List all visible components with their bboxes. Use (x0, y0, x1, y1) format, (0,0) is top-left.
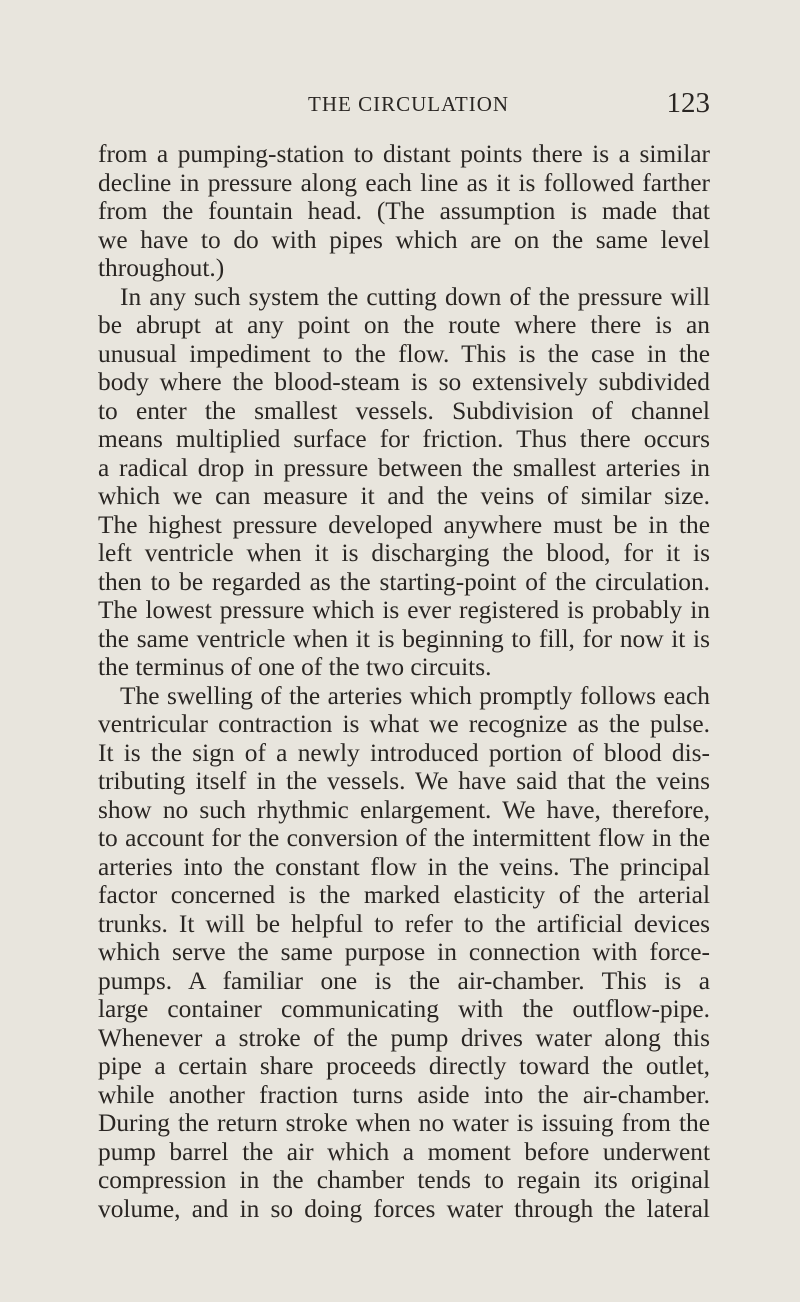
text-line: from the fountain head. (The assumption is made that (98, 197, 710, 225)
page-number: 123 (666, 87, 710, 119)
text-line: The swelling of the arteries which promptly follows each (120, 681, 710, 710)
text-line: compression in the chamber tends to regain its original (98, 1166, 710, 1194)
text-line: left ventricle when it is discharging the blood, for it is (98, 539, 710, 567)
text-line: factor concerned is the marked elasticity of the arterial (98, 881, 710, 909)
text-line: throughout.) (98, 254, 225, 282)
text-line: means multiplied surface for friction. Thus there occurs (98, 425, 710, 453)
text-line: be abrupt at any point on the route where there is an (98, 311, 710, 339)
text-line: The highest pressure developed anywhere must be in the (98, 510, 710, 539)
text-line: trunks. It will be helpful to refer to the artificial devices (98, 909, 710, 938)
text-line: show no such rhythmic enlargement. We have, therefore, (98, 795, 710, 824)
text-line: decline in pressure along each line as it is followed farther (98, 168, 710, 197)
text-line: we have to do with pipes which are on the same level (98, 225, 710, 254)
text-line: while another fraction turns aside into the air-chamber. (98, 1080, 710, 1109)
text-line: body where the blood-steam is so extensively subdivided (98, 368, 710, 396)
text-line: which serve the same purpose in connection with force- (98, 938, 710, 966)
page-header (98, 87, 710, 124)
text-line: the same ventricle when it is beginning to fill, for now it is (98, 624, 710, 653)
text-line: from a pumping-station to distant points there is a similar (98, 140, 710, 168)
text-line: the terminus of one of the two circuits. (98, 653, 492, 681)
text-line: then to be regarded as the starting-point of the circulation. (98, 567, 710, 596)
text-line: tributing itself in the vessels. We have said that the veins (98, 767, 710, 795)
text-line: pump barrel the air which a moment before underwent (98, 1137, 710, 1166)
text-line: The lowest pressure which is ever registered is probably in (98, 596, 710, 624)
text-line: volume, and in so doing forces water through the lateral (98, 1194, 710, 1223)
text-line: ventricular contraction is what we recognize as the pulse. (98, 710, 710, 738)
text-line: large container communicating with the outflow-pipe. (98, 995, 710, 1023)
text-line: pipe a certain share proceeds directly toward the outlet, (98, 1052, 710, 1080)
text-line: Whenever a stroke of the pump drives water along this (98, 1023, 710, 1052)
running-head: THE CIRCULATION (308, 92, 510, 116)
text-line: which we can measure it and the veins of similar size. (98, 482, 710, 510)
body-text (98, 140, 710, 1223)
text-line: arteries into the constant flow in the veins. The principal (98, 852, 710, 881)
text-line: a radical drop in pressure between the smallest arteries in (98, 453, 710, 482)
text-line: It is the sign of a newly introduced portion of blood dis- (98, 738, 710, 767)
text-line: to account for the conversion of the intermittent flow in the (98, 824, 710, 852)
text-line: During the return stroke when no water is issuing from the (98, 1109, 710, 1137)
text-line: In any such system the cutting down of the pressure will (120, 282, 710, 311)
text-line: to enter the smallest vessels. Subdivision of channel (98, 396, 710, 425)
text-line: pumps. A familiar one is the air-chamber. This is a (98, 966, 710, 995)
text-line: unusual impediment to the flow. This is the case in the (98, 339, 710, 368)
